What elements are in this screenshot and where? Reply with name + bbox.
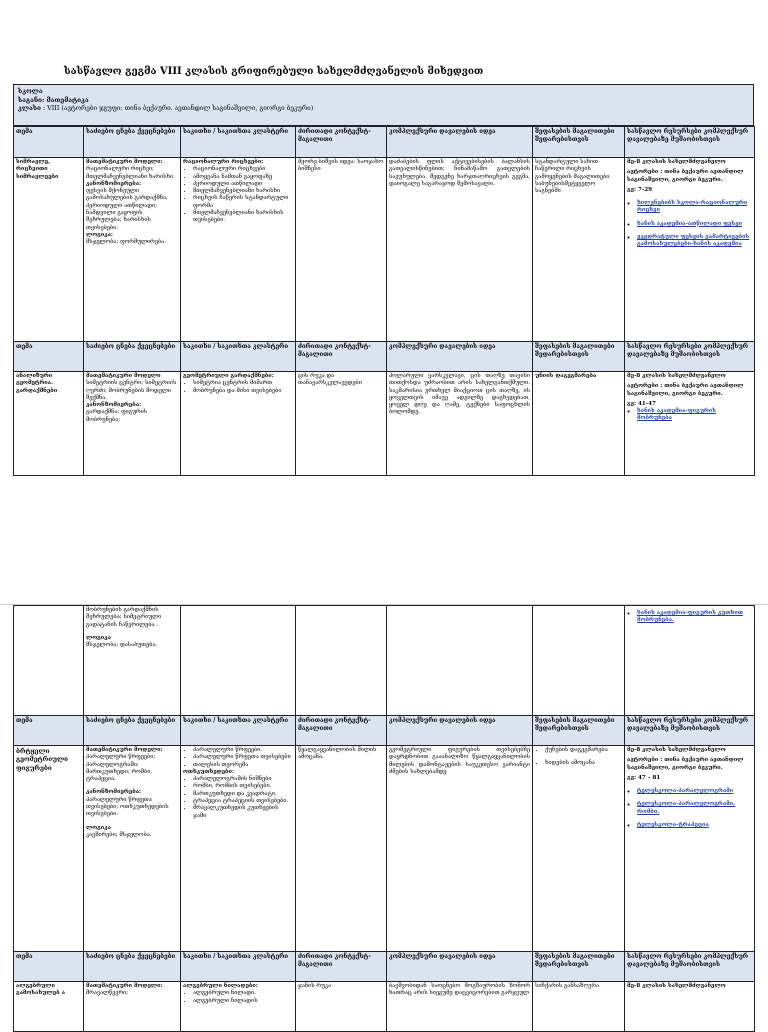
list-item: • ალგებრული ნილადის xyxy=(193,998,293,1005)
table-row-continued xyxy=(14,606,755,716)
assessment-cell: სტანდარტული სახით ჩაწერილი რიცხვის გამოყენების მაგალითები საბუნებისმეტყველო საგნებში xyxy=(533,158,625,342)
topic-cell: ბრტყელი გეომეტრიული ფიგურები xyxy=(14,746,84,952)
concept-cell: მათემატიკური მოდელი: რაციონალური რიცხვი; მთელმაჩვენებლიანი ხარისხი. კანონზომიერება: ფესვის მქონეული გამოსახულების გარდაქმნა; პერიოდული ათწილადი; ნამდვილი გაყოფის შეხრულება; ხარისხის თვისებები. ლოგიკა: მსჯელობა; ფორმულირება. xyxy=(84,158,181,342)
list-item: • მთელმაჩვენებლიანი ხარისხის თვისებები. xyxy=(193,210,293,225)
list-item: • პარალელური წრფეთა თვისებები xyxy=(193,754,293,761)
concept-cell: მათემატიკური მოდელი: პარალელური წრფეები; პარალელოგრამი; მართკუთხედი; რომბი, ტრაპეცია. კანონზომიერება: პარალელური წრფეთა თვისებები; ოთხკუთხედების თვისებები. ლოგიკა კავშირები; მსჯელობა. xyxy=(84,746,181,952)
header-issue: საკითხი / საკითხთა კლასტერი xyxy=(181,127,296,158)
header-assessment: შეფასების მაგალითები შედარებისთვის xyxy=(533,716,625,746)
course-info-box xyxy=(13,84,754,126)
table-header-row xyxy=(14,952,755,982)
school-line: სკოლა xyxy=(18,87,43,95)
header-concept: საძიებო ცნება ქვეცნებები xyxy=(84,716,181,746)
table-row xyxy=(14,372,755,476)
list-item: • პარალელოგრამის ნიშნები xyxy=(193,776,293,783)
list-item: • ალგებრული ნილადი. xyxy=(193,990,293,997)
list-item: • მრავალკუთხედის კუთხეების ჯამი xyxy=(193,805,293,820)
issue-cell: ალგებრული ნილადები: • ალგებრული ნილადი. • ალგებრული ნილადის xyxy=(181,982,296,1032)
list-item: • სიმეტრია ცენტრის მიმართ xyxy=(193,380,293,387)
issue-cell: რაციონალური რიცხვები: • რაციონალური რიცხვები • ამოყვანა ნამთან გაყოფაზე • პერიოდული ათწილადი • მთელმაჩვენებლიანი ხარისხი • რიცხვის ჩაწერის სტანდარტული ფორმა • მთელმაჩვენებლიანი ხარისხის თვისებები. xyxy=(181,158,296,342)
task-idea-cell: პოლარული ვარსკვლავი, ცის თაღზე თავისი თითქოსდა უძრაობით არის სახელგანთქმული. საკმარისია ერთხელ მიაქციოთ ცის თაღზე, ის ყოველთვის იმავე ადგილზე დაგხვდებათ, ყოველ დღე და ღამე, ტექნები საფოცხლის ბოლომდე. xyxy=(387,372,533,476)
header-task-idea: კომპლექსური დავალების იდეა xyxy=(387,342,533,372)
issue-cell: გეომეტრიული გარდაქმნები: • სიმეტრია ცენტრის მიმართ • მობრუნება და მისი თვისებები xyxy=(181,372,296,476)
task-idea-cell: დაძაბების ფლის აქტივებისების ბალანსის გათვალისწინებით; ნინამაწამო გათვლების სავუხულება. შედგენე ხარჯთაღრიცხვის გეგმა, დაიოგალე საგარაჯოდ შემოსავალი. xyxy=(387,158,533,342)
assessment-cell: უნიის დაგეგმარება xyxy=(533,372,625,476)
header-context: ძირითადი კონტექსტ-მაგალითი xyxy=(296,952,387,982)
header-topic: თემა xyxy=(14,952,84,982)
curriculum-table-continued xyxy=(13,605,755,1032)
page-gap xyxy=(0,494,768,604)
header-task-idea: კომპლექსური დავალების იდეა xyxy=(387,952,533,982)
topic-cell: ანალიზური გეომეტრია. გარდაქმნები xyxy=(14,372,84,476)
list-item: • რიცხვის ჩაწერის სტანდარტული ფორმა xyxy=(193,195,293,210)
task-idea-cell: ბავშვობიდან საოცნებო მოგზაურობის ზონორ ხათრაც არის სიეგუმე დაცვიცორებით გარჯვულ xyxy=(387,982,533,1032)
class-line: კლასი : VIII (ავტორები ჯგუფი: თინა ბექაური. ავთანდილ საგინაშვილი, გიორგი ბეკური) xyxy=(18,104,314,112)
header-concept: საძიებო ცნება ქვეცნებები xyxy=(84,342,181,372)
resource-link[interactable]: ხანის აკადემია-ათწილადი ფესვი xyxy=(637,220,743,227)
header-issue: საკითხი / საკითხთა კლასტერი xyxy=(181,952,296,982)
resource-link[interactable]: ხანის აკადემია-ფიგურის კუთხით მობრუნება. xyxy=(637,610,743,624)
concept-cell: მობრუნების გარდაქმნის შეხრულება; სიმეტრიული გადატანის ჩაწერილება . ლოგიკა მსჯელობა; დასაბუთება. xyxy=(84,606,181,716)
concept-cell: მათემატიკური მოდელი: მრავალწევრი; xyxy=(84,982,181,1032)
header-resources: სასწავლო რესურსები კომპლექსურ დავალებაზე მუშაობისთვის xyxy=(625,952,755,982)
topic-cell xyxy=(14,606,84,716)
resources-cell: მე-8 კლასის სახელმძღვანელო xyxy=(625,982,755,1032)
table-header-row xyxy=(14,342,755,372)
header-topic: თემა xyxy=(14,342,84,372)
context-cell xyxy=(296,606,387,716)
issue-cell xyxy=(181,606,296,716)
resource-link[interactable]: ეკვდრატული ფესვის გამარტივების გამოსახულებები-ხანის აკადემია xyxy=(637,234,750,248)
header-assessment: შეფასების მაგალითები შედარებისთვის xyxy=(533,342,625,372)
context-cell: ცის რუკა და თანავარსკვლავედები xyxy=(296,372,387,476)
list-item: • პერიოდული ათწილადი xyxy=(193,181,293,188)
header-concept: საძიებო ცნება ქვეცნებები xyxy=(84,952,181,982)
list-item: • ხიდების ამოცანა xyxy=(545,760,622,767)
list-item: • მობრუნება და მისი თვისებები xyxy=(193,388,293,395)
table-header-row xyxy=(14,127,755,158)
resources-cell: მე-8 კლასის სახელმძღვანელო ავტორები : თინა ბექაური ავთანდილ საგინაშვილი, გიორგი ბეკური. გვ: 7-29 ◦ ხილვნებიბს სკოლა-რაციონალური რიცხვი ◦ ხანის აკადემია-ათწილადი ფესვი ◦ ეკვდრატული ფესვის გამარტივების გამოსახულებები-ხანის აკადემია xyxy=(625,158,755,342)
subject-line: საგანი: მათემატიკა xyxy=(18,95,89,104)
header-issue: საკითხი / საკითხთა კლასტერი xyxy=(181,716,296,746)
header-context: ძირითადი კონტექსტ-მაგალითი xyxy=(296,716,387,746)
issue-cell: • პარალელური წრფეები. • პარალელური წრფეთა თვისებები • თალესის თეორემა ოთხკუთხედები: • პარალელოგრამის ნიშნები • რომბი, რომბის თვისებები. • მართკუთხედი და კვადრატი. • ტრაპეცია ტრაპეციის თვისებები. • მრავალკუთხედის კუთხეების ჯამი xyxy=(181,746,296,952)
assessment-cell xyxy=(533,746,625,952)
list-item: • ამოყვანა ნამთან გაყოფაზე xyxy=(193,174,293,181)
header-context: ძირითადი კონტექსტ-მაგალითი xyxy=(296,342,387,372)
document-page-1 xyxy=(0,0,768,494)
list-item: • რაციონალური რიცხვები xyxy=(193,166,293,173)
concept-cell: მათემატიკური მოდელი სიმეტრიის ცენტრი; სიმეტრიის ღერძი; მობრუნების მოდელი შექმნა. კანონზომიერება: გარდაქმნა; ფიგურის მობრუნება; xyxy=(84,372,181,476)
header-topic: თემა xyxy=(14,127,84,158)
header-resources: სასწავლო რესურსები კომპლექსურ დავალებაზე მუშაობისთვის xyxy=(625,342,755,372)
header-assessment: შეფასების მაგალითები შედარებისთვის xyxy=(533,127,625,158)
assessment-cell xyxy=(533,606,625,716)
header-assessment: შეფასების მაგალითები შედარებისთვის xyxy=(533,952,625,982)
resource-link[interactable]: ტელესკოლა-პარალელოგრამი xyxy=(637,788,734,795)
resource-link[interactable]: ხანის აკადემია-ფიგურის მობრუნება xyxy=(637,408,716,422)
task-idea-cell xyxy=(387,606,533,716)
list-item: • თალესის თეორემა xyxy=(193,762,293,769)
table-row xyxy=(14,982,755,1032)
header-topic: თემა xyxy=(14,716,84,746)
header-concept: საძიებო ცნება ქვეცნებები xyxy=(84,127,181,158)
list-item: • ქუჩების დაგეგმარება xyxy=(545,747,622,754)
header-resources: სასწავლო რესურსები კომპლექსურ დავალებაზე მუშაობისთვის xyxy=(625,127,755,158)
list-item: • რომბი, რომბის თვისებები. xyxy=(193,783,293,790)
list-item: • ტრაპეცია ტრაპეციის თვისებები. xyxy=(193,798,293,805)
resource-link[interactable]: ტელესკოლა-ტრაპეცია xyxy=(637,822,709,829)
resources-cell xyxy=(625,606,755,716)
document-page-2 xyxy=(0,604,768,1025)
header-resources: სასწავლო რესურსები კომპლექსურ დავალებაზე მუშაობისთვის xyxy=(625,716,755,746)
resource-link[interactable]: ტელესკოლა-პარალელოგრამი, რომბი. xyxy=(637,801,736,815)
assessment-cell: სიჩქარის განსაზღვრა xyxy=(533,982,625,1032)
task-idea-cell: გეომეტრიული ფიგურების თვისებებზე დაყრდნობით გააანალიზო წყალგაყვანილობის მილების დამონტაჟების საუკეთესო ვარიანტი ძმების სახლებამდე xyxy=(387,746,533,952)
table-header-row xyxy=(14,716,755,746)
list-item: • მართკუთხედი და კვადრატი. xyxy=(193,791,293,798)
list-item: • მთელმაჩვენებლიანი ხარისხი xyxy=(193,188,293,195)
context-cell: მეორე ბიშვის იდეა: საოჯახო ბიშნესი xyxy=(296,158,387,342)
context-cell: წყალგაყვანილობის მილის ამოცანა. xyxy=(296,746,387,952)
curriculum-table xyxy=(13,126,755,476)
resources-cell: მე-8 კლასის სახელმძღვანელო ავტორები : თინა ბექაური ავთანდილ საგინაშვილი, გიორგი ბეკური. გვ: 47 – 81 ◦ ტელესკოლა-პარალელოგრამი ◦ ტელესკოლა-პარალელოგრამი, რომბი. ◦ ტელესკოლა-ტრაპეცია xyxy=(625,746,755,952)
header-context: ძირითადი კონტექსტ-მაგალითი xyxy=(296,127,387,158)
header-issue: საკითხი / საკითხთა კლასტერი xyxy=(181,342,296,372)
topic-cell: სიმრავლე, რიცხვითი სიმრავლეები xyxy=(14,158,84,342)
context-cell: ჯანის რუკა xyxy=(296,982,387,1032)
table-row xyxy=(14,158,755,342)
table-row xyxy=(14,746,755,952)
resource-link[interactable]: ხილვნებიბს სკოლა-რაციონალური რიცხვი xyxy=(637,200,748,214)
document-title: სასწავლო გეგმა VIII კლასის გრიფირებული სახელმძღვანელის მიხედვით xyxy=(64,66,484,77)
list-item: • პარალელური წრფეები. xyxy=(193,747,293,754)
header-task-idea: კომპლექსური დავალების იდეა xyxy=(387,127,533,158)
header-task-idea: კომპლექსური დავალების იდეა xyxy=(387,716,533,746)
resources-cell: მე-8 კლასის სახელმძღვანელო ავტორები : თინა ბექაური ავთანდილ საგინაშვილი, გიორგი ბეკური. გვ: 41-47 ◦ ხანის აკადემია-ფიგურის მობრუნება xyxy=(625,372,755,476)
topic-cell: ალგებრული გამოსახულებ ა xyxy=(14,982,84,1032)
